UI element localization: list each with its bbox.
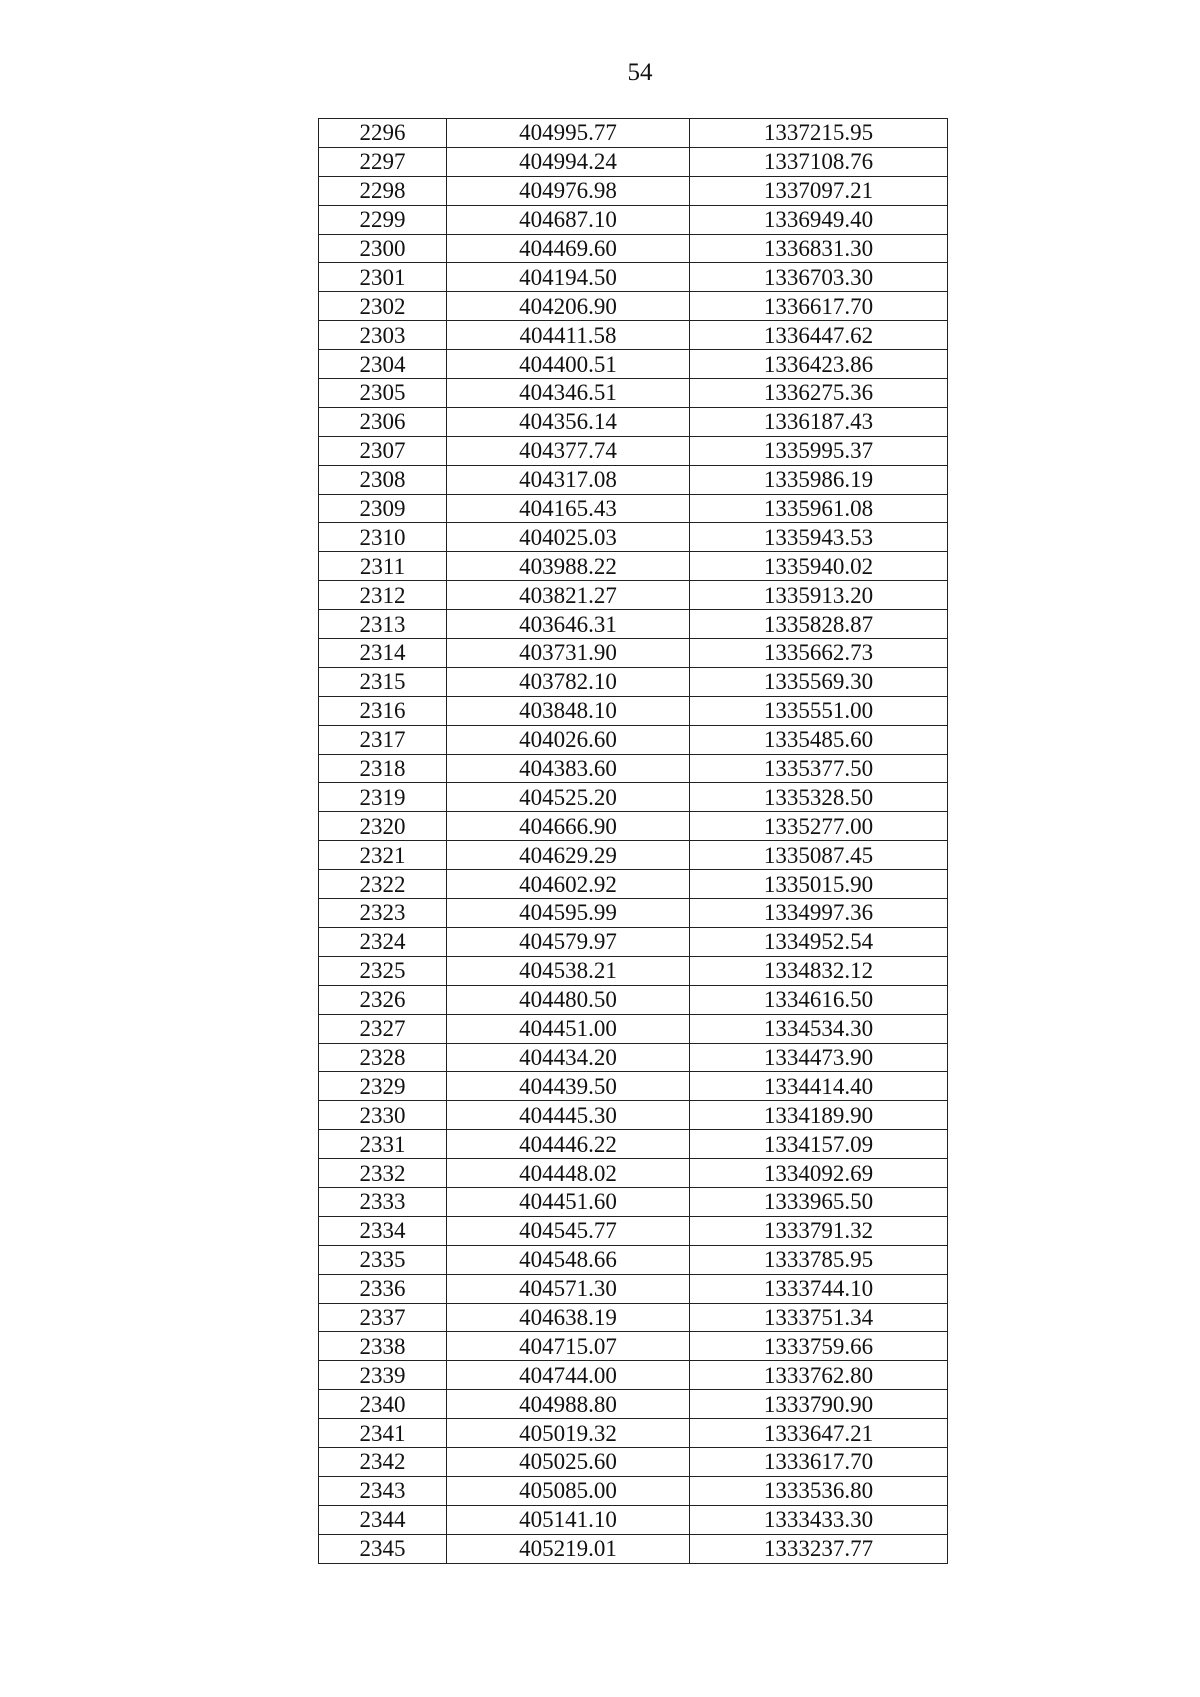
table-row [319,1505,948,1534]
y-coordinate-cell: 1336703.30 [690,263,948,292]
table-row [319,1419,948,1448]
y-coordinate-cell: 1335277.00 [690,812,948,841]
y-coordinate-cell: 1335943.53 [690,523,948,552]
table-row [319,696,948,725]
table-row [319,1447,948,1476]
table-row [319,1043,948,1072]
x-coordinate-cell: 404434.20 [447,1043,690,1072]
table-row [319,205,948,234]
table-row [319,1303,948,1332]
y-coordinate-cell: 1336617.70 [690,292,948,321]
y-coordinate-cell: 1333751.34 [690,1303,948,1332]
point-number-cell: 2335 [319,1245,447,1274]
y-coordinate-cell: 1334997.36 [690,899,948,928]
point-number-cell: 2313 [319,610,447,639]
x-coordinate-cell: 404629.29 [447,841,690,870]
point-number-cell: 2296 [319,119,447,148]
table-row [319,754,948,783]
x-coordinate-cell: 403988.22 [447,552,690,581]
x-coordinate-cell: 404988.80 [447,1390,690,1419]
table-row [319,639,948,668]
point-number-cell: 2308 [319,465,447,494]
point-number-cell: 2301 [319,263,447,292]
point-number-cell: 2304 [319,350,447,379]
x-coordinate-cell: 404194.50 [447,263,690,292]
point-number-cell: 2332 [319,1159,447,1188]
table-row [319,436,948,465]
y-coordinate-cell: 1333617.70 [690,1447,948,1476]
y-coordinate-cell: 1334414.40 [690,1072,948,1101]
point-number-cell: 2343 [319,1476,447,1505]
y-coordinate-cell: 1336831.30 [690,234,948,263]
y-coordinate-cell: 1333790.90 [690,1390,948,1419]
y-coordinate-cell: 1335961.08 [690,494,948,523]
table-row [319,1534,948,1563]
x-coordinate-cell: 404595.99 [447,899,690,928]
x-coordinate-cell: 404317.08 [447,465,690,494]
table-row [319,292,948,321]
table-row [319,812,948,841]
point-number-cell: 2299 [319,205,447,234]
x-coordinate-cell: 404545.77 [447,1216,690,1245]
point-number-cell: 2321 [319,841,447,870]
point-number-cell: 2324 [319,927,447,956]
table-row [319,523,948,552]
y-coordinate-cell: 1333791.32 [690,1216,948,1245]
x-coordinate-cell: 404638.19 [447,1303,690,1332]
table-row [319,1332,948,1361]
point-number-cell: 2338 [319,1332,447,1361]
x-coordinate-cell: 404377.74 [447,436,690,465]
y-coordinate-cell: 1335551.00 [690,696,948,725]
table-row [319,1274,948,1303]
y-coordinate-cell: 1334534.30 [690,1014,948,1043]
table-row [319,956,948,985]
table-row [319,870,948,899]
x-coordinate-cell: 404356.14 [447,407,690,436]
table-row [319,263,948,292]
point-number-cell: 2330 [319,1101,447,1130]
table-row [319,1476,948,1505]
table-row [319,350,948,379]
y-coordinate-cell: 1336447.62 [690,321,948,350]
y-coordinate-cell: 1337108.76 [690,147,948,176]
point-number-cell: 2302 [319,292,447,321]
x-coordinate-cell: 404451.00 [447,1014,690,1043]
x-coordinate-cell: 404346.51 [447,379,690,408]
x-coordinate-cell: 405025.60 [447,1447,690,1476]
x-coordinate-cell: 404411.58 [447,321,690,350]
table-row [319,667,948,696]
point-number-cell: 2309 [319,494,447,523]
y-coordinate-cell: 1335087.45 [690,841,948,870]
x-coordinate-cell: 404469.60 [447,234,690,263]
y-coordinate-cell: 1335995.37 [690,436,948,465]
point-number-cell: 2322 [319,870,447,899]
point-number-cell: 2300 [319,234,447,263]
y-coordinate-cell: 1336275.36 [690,379,948,408]
y-coordinate-cell: 1335485.60 [690,725,948,754]
point-number-cell: 2317 [319,725,447,754]
table-row [319,1187,948,1216]
y-coordinate-cell: 1336423.86 [690,350,948,379]
y-coordinate-cell: 1333647.21 [690,1419,948,1448]
y-coordinate-cell: 1335015.90 [690,870,948,899]
table-row [319,494,948,523]
table-row [319,841,948,870]
y-coordinate-cell: 1336949.40 [690,205,948,234]
table-row [319,1216,948,1245]
x-coordinate-cell: 404525.20 [447,783,690,812]
point-number-cell: 2297 [319,147,447,176]
y-coordinate-cell: 1334952.54 [690,927,948,956]
point-number-cell: 2315 [319,667,447,696]
x-coordinate-cell: 404439.50 [447,1072,690,1101]
y-coordinate-cell: 1335913.20 [690,581,948,610]
x-coordinate-cell: 405219.01 [447,1534,690,1563]
x-coordinate-cell: 404446.22 [447,1130,690,1159]
x-coordinate-cell: 405019.32 [447,1419,690,1448]
table-row [319,407,948,436]
x-coordinate-cell: 404206.90 [447,292,690,321]
x-coordinate-cell: 404602.92 [447,870,690,899]
y-coordinate-cell: 1333536.80 [690,1476,948,1505]
point-number-cell: 2336 [319,1274,447,1303]
x-coordinate-cell: 403821.27 [447,581,690,610]
point-number-cell: 2312 [319,581,447,610]
point-number-cell: 2328 [319,1043,447,1072]
point-number-cell: 2314 [319,639,447,668]
point-number-cell: 2329 [319,1072,447,1101]
table-row [319,581,948,610]
y-coordinate-cell: 1337215.95 [690,119,948,148]
x-coordinate-cell: 404976.98 [447,176,690,205]
y-coordinate-cell: 1333785.95 [690,1245,948,1274]
y-coordinate-cell: 1335377.50 [690,754,948,783]
x-coordinate-cell: 404687.10 [447,205,690,234]
x-coordinate-cell: 404480.50 [447,985,690,1014]
table-row [319,1130,948,1159]
x-coordinate-cell: 404571.30 [447,1274,690,1303]
y-coordinate-cell: 1333965.50 [690,1187,948,1216]
page-number: 54 [627,59,653,86]
y-coordinate-cell: 1335828.87 [690,610,948,639]
x-coordinate-cell: 404579.97 [447,927,690,956]
table-row [319,1390,948,1419]
point-number-cell: 2320 [319,812,447,841]
x-coordinate-cell: 404538.21 [447,956,690,985]
coordinates-table-body [319,119,948,1564]
x-coordinate-cell: 404451.60 [447,1187,690,1216]
y-coordinate-cell: 1335569.30 [690,667,948,696]
table-row [319,783,948,812]
point-number-cell: 2310 [319,523,447,552]
point-number-cell: 2333 [319,1187,447,1216]
table-row [319,1245,948,1274]
x-coordinate-cell: 403646.31 [447,610,690,639]
y-coordinate-cell: 1333762.80 [690,1361,948,1390]
point-number-cell: 2325 [319,956,447,985]
point-number-cell: 2345 [319,1534,447,1563]
y-coordinate-cell: 1335662.73 [690,639,948,668]
point-number-cell: 2305 [319,379,447,408]
table-row [319,321,948,350]
point-number-cell: 2306 [319,407,447,436]
point-number-cell: 2339 [319,1361,447,1390]
point-number-cell: 2307 [319,436,447,465]
table-row [319,119,948,148]
table-row [319,234,948,263]
x-coordinate-cell: 404165.43 [447,494,690,523]
x-coordinate-cell: 404448.02 [447,1159,690,1188]
x-coordinate-cell: 403848.10 [447,696,690,725]
table-row [319,1361,948,1390]
point-number-cell: 2341 [319,1419,447,1448]
table-row [319,1072,948,1101]
table-row [319,1101,948,1130]
point-number-cell: 2326 [319,985,447,1014]
point-number-cell: 2298 [319,176,447,205]
point-number-cell: 2316 [319,696,447,725]
y-coordinate-cell: 1337097.21 [690,176,948,205]
x-coordinate-cell: 404400.51 [447,350,690,379]
table-row [319,610,948,639]
point-number-cell: 2334 [319,1216,447,1245]
x-coordinate-cell: 404548.66 [447,1245,690,1274]
point-number-cell: 2337 [319,1303,447,1332]
point-number-cell: 2342 [319,1447,447,1476]
x-coordinate-cell: 405085.00 [447,1476,690,1505]
table-row [319,1014,948,1043]
y-coordinate-cell: 1333744.10 [690,1274,948,1303]
y-coordinate-cell: 1333759.66 [690,1332,948,1361]
x-coordinate-cell: 404025.03 [447,523,690,552]
point-number-cell: 2311 [319,552,447,581]
x-coordinate-cell: 404026.60 [447,725,690,754]
y-coordinate-cell: 1334092.69 [690,1159,948,1188]
y-coordinate-cell: 1335328.50 [690,783,948,812]
y-coordinate-cell: 1334832.12 [690,956,948,985]
table-row [319,899,948,928]
x-coordinate-cell: 404715.07 [447,1332,690,1361]
x-coordinate-cell: 404666.90 [447,812,690,841]
table-row [319,176,948,205]
y-coordinate-cell: 1334616.50 [690,985,948,1014]
coordinates-table [318,118,948,1564]
table-row [319,927,948,956]
y-coordinate-cell: 1335986.19 [690,465,948,494]
x-coordinate-cell: 403731.90 [447,639,690,668]
x-coordinate-cell: 404383.60 [447,754,690,783]
x-coordinate-cell: 403782.10 [447,667,690,696]
point-number-cell: 2327 [319,1014,447,1043]
y-coordinate-cell: 1336187.43 [690,407,948,436]
table-row [319,147,948,176]
table-row [319,379,948,408]
point-number-cell: 2323 [319,899,447,928]
table-row [319,552,948,581]
point-number-cell: 2319 [319,783,447,812]
y-coordinate-cell: 1333237.77 [690,1534,948,1563]
point-number-cell: 2303 [319,321,447,350]
point-number-cell: 2331 [319,1130,447,1159]
x-coordinate-cell: 404744.00 [447,1361,690,1390]
x-coordinate-cell: 404995.77 [447,119,690,148]
table-row [319,1159,948,1188]
point-number-cell: 2340 [319,1390,447,1419]
table-row [319,465,948,494]
y-coordinate-cell: 1335940.02 [690,552,948,581]
x-coordinate-cell: 404445.30 [447,1101,690,1130]
y-coordinate-cell: 1333433.30 [690,1505,948,1534]
point-number-cell: 2344 [319,1505,447,1534]
x-coordinate-cell: 405141.10 [447,1505,690,1534]
x-coordinate-cell: 404994.24 [447,147,690,176]
y-coordinate-cell: 1334189.90 [690,1101,948,1130]
y-coordinate-cell: 1334157.09 [690,1130,948,1159]
y-coordinate-cell: 1334473.90 [690,1043,948,1072]
table-row [319,985,948,1014]
point-number-cell: 2318 [319,754,447,783]
table-row [319,725,948,754]
